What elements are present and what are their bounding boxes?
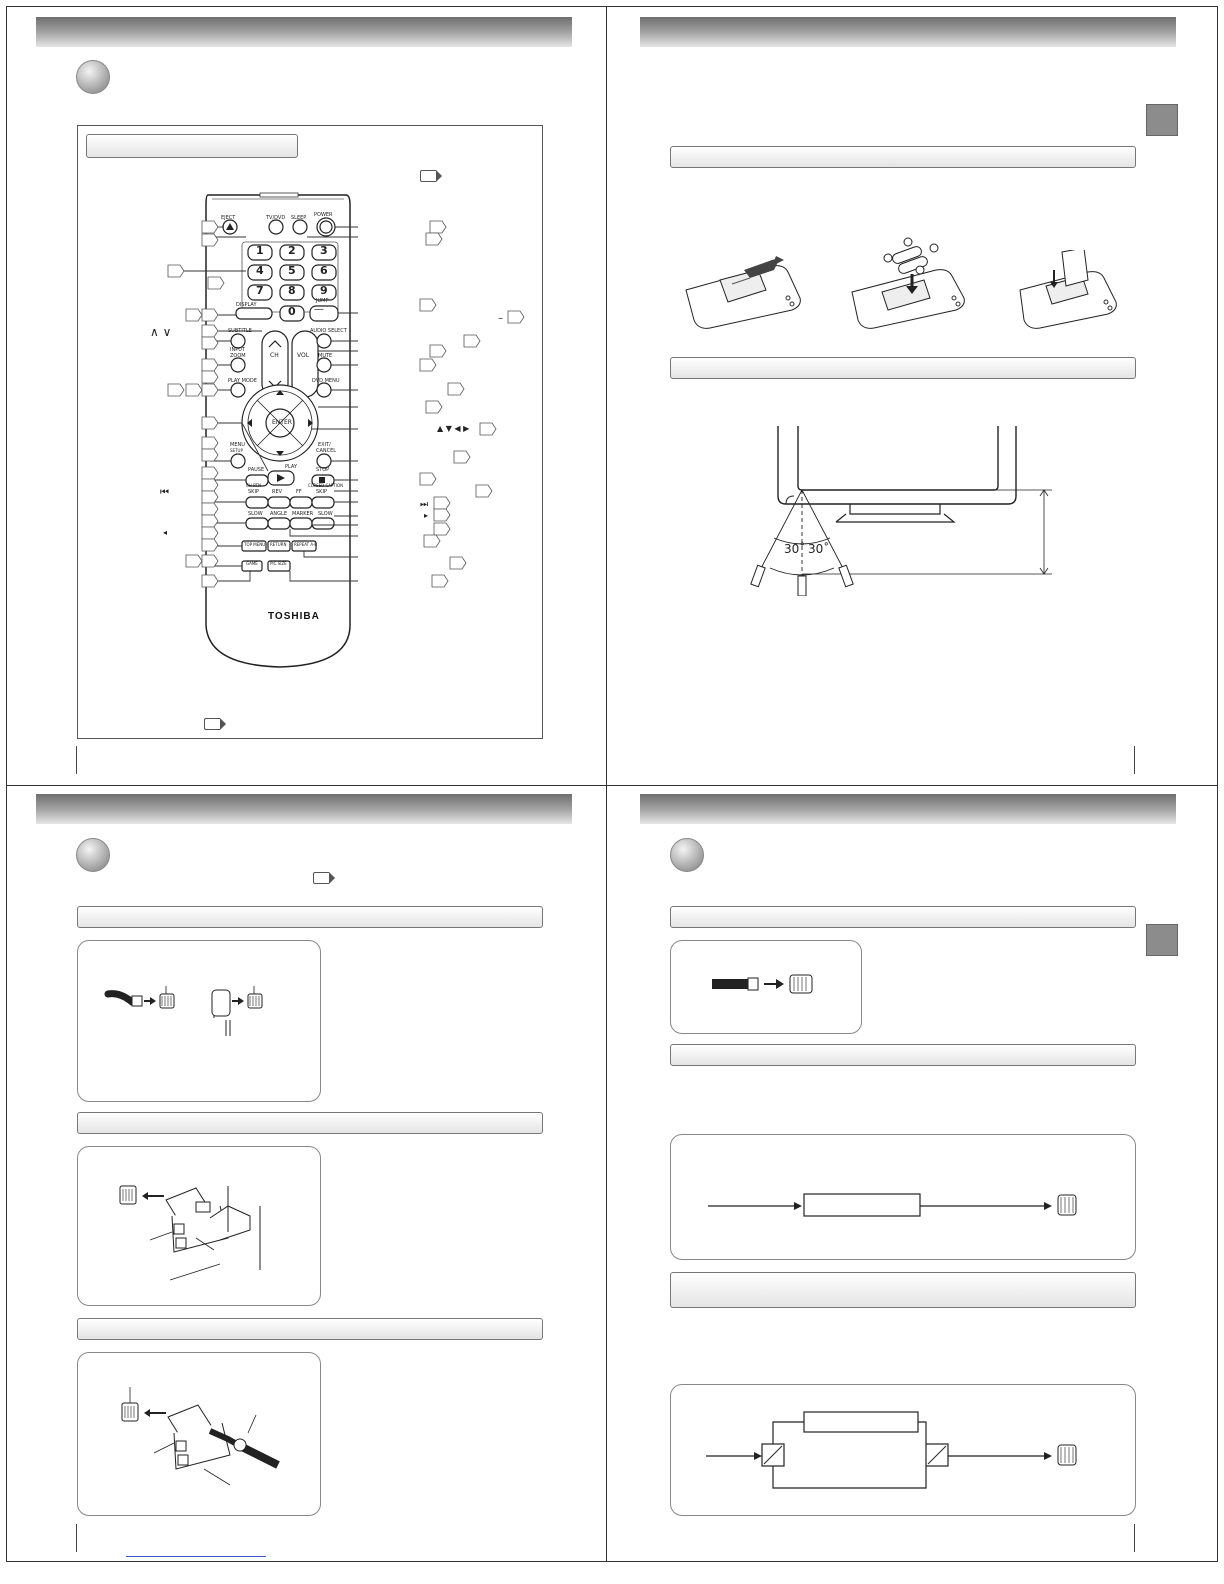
angle-label: ANGLE: [270, 511, 287, 517]
footer-link-underline[interactable]: [126, 1556, 266, 1557]
display-label: DISPLAY: [236, 302, 257, 308]
digit-8[interactable]: 8: [288, 284, 296, 297]
return-label: RETURN: [270, 542, 287, 547]
pause-label: PAUSE: [248, 467, 265, 473]
zoom-label: ZOOM: [230, 353, 246, 359]
slow-back-icon: ◂: [163, 528, 168, 537]
connection-title-bar-2: [77, 1112, 543, 1134]
twin-lead-adapter-illustration: [110, 1180, 290, 1290]
sleep-label: SLEEP: [291, 215, 307, 221]
digit-4[interactable]: 4: [256, 264, 264, 277]
section-bullet-icon: [76, 838, 110, 872]
coax-cable-connection-illustration: [100, 980, 290, 1050]
eject-label: EJECT: [221, 215, 236, 221]
arrow-keys-icon: ▲ ▼ ◀ ▶: [437, 424, 470, 433]
page-footer-mark: [1134, 746, 1135, 774]
ff-label: FF: [296, 489, 302, 495]
digit-1[interactable]: 1: [256, 244, 264, 257]
chapter-tab: [1146, 924, 1178, 956]
digit-6[interactable]: 6: [320, 264, 328, 277]
game-label: GAME: [246, 561, 258, 566]
battery-step-2-illustration: [848, 236, 978, 330]
audio-select-label: AUDIO SELECT: [310, 328, 347, 334]
routing-title-bar-3: [670, 1272, 1136, 1308]
menu-label: MENU: [230, 442, 245, 448]
rev-label: REV: [272, 489, 283, 495]
dash-icon: –: [498, 313, 503, 324]
routing-title-bar-2: [670, 1044, 1136, 1066]
closed-caption-label: CLOSED CAPTION: [308, 483, 344, 488]
angle-left-label: 30˚: [784, 542, 806, 556]
top-menu-label: TOP MENU: [244, 542, 266, 547]
skip-right-label: SKIP: [316, 489, 327, 495]
digit-9[interactable]: 9: [320, 284, 328, 297]
vol-label: VOL: [297, 352, 310, 359]
jump-label: JUMP: [316, 298, 329, 304]
page-ref-icon: [420, 170, 436, 182]
input-label: INPUT: [230, 347, 245, 353]
section-bullet-icon: [670, 838, 704, 872]
header-band-top-right: [640, 17, 1176, 47]
header-band-top-left: [36, 17, 572, 47]
remote-panel-title-bar: [86, 134, 298, 158]
digit-5[interactable]: 5: [288, 264, 296, 277]
pic-size-label: PIC SIZE: [270, 561, 287, 566]
header-band-bottom-left: [36, 794, 572, 824]
repeat-ab-label: REPEAT A-B: [294, 542, 318, 547]
digit-0[interactable]: 0: [288, 305, 296, 318]
coax-adapter-illustration: [110, 1385, 290, 1495]
section-bullet-icon: [76, 60, 110, 94]
angle-right-label: 30˚: [808, 542, 830, 556]
routing-title-bar-1: [670, 906, 1136, 928]
page-footer-mark: [76, 746, 77, 774]
page-footer-mark: [1134, 1524, 1135, 1552]
operating-range-title-bar: [670, 357, 1136, 379]
split-converter-routing-diagram: [700, 1406, 1110, 1502]
marker-label: MARKER: [292, 511, 314, 517]
minus-button[interactable]: —: [314, 304, 324, 315]
skip-forward-icon: ⏭: [420, 500, 429, 510]
ch-updown-icon: ∧ ∨: [150, 325, 172, 339]
ch-rtn-label: CH RTN: [246, 483, 261, 488]
digit-2[interactable]: 2: [288, 244, 296, 257]
digit-7[interactable]: 7: [256, 284, 264, 297]
play-mode-label: PLAY MODE: [228, 378, 257, 384]
skip-left-label: SKIP: [248, 489, 259, 495]
digit-3[interactable]: 3: [320, 244, 328, 257]
subtitle-label: SUBTITLE: [228, 328, 252, 334]
power-label: POWER: [314, 212, 333, 218]
stop-label: STOP: [316, 467, 330, 473]
connection-title-bar-3: [77, 1318, 543, 1340]
slow-forward-icon: ▸: [424, 511, 429, 520]
header-band-bottom-right: [640, 794, 1176, 824]
skip-back-icon: ⏮: [160, 487, 169, 498]
page-footer-mark: [76, 1524, 77, 1552]
setup-label: SETUP: [230, 448, 243, 453]
connection-title-bar-1: [77, 906, 543, 928]
remote-operating-range-diagram: [740, 426, 1060, 596]
dvd-menu-label: DVD MENU: [312, 378, 340, 384]
play-label: PLAY: [285, 464, 298, 470]
mute-label: MUTE: [318, 353, 333, 359]
slow-right-label: SLOW: [318, 511, 333, 517]
brand-logo: TOSHIBA: [268, 611, 320, 622]
single-converter-routing-diagram: [700, 1188, 1110, 1228]
battery-step-1-illustration: [680, 250, 810, 330]
battery-step-3-illustration: [1016, 250, 1126, 330]
tvdvd-label: TV/DVD: [266, 215, 286, 221]
chapter-tab: [1146, 104, 1178, 136]
enter-label: ENTER: [272, 419, 292, 426]
cable-to-jack-illustration: [710, 970, 830, 1000]
page-ref-icon: [313, 872, 329, 884]
slow-left-label: SLOW: [248, 511, 263, 517]
remote-control-illustration: [150, 185, 550, 745]
ch-label: CH: [270, 352, 279, 359]
exit-label: EXIT/: [318, 442, 331, 448]
batteries-title-bar: [670, 146, 1136, 168]
cancel-label: CANCEL: [316, 448, 337, 454]
